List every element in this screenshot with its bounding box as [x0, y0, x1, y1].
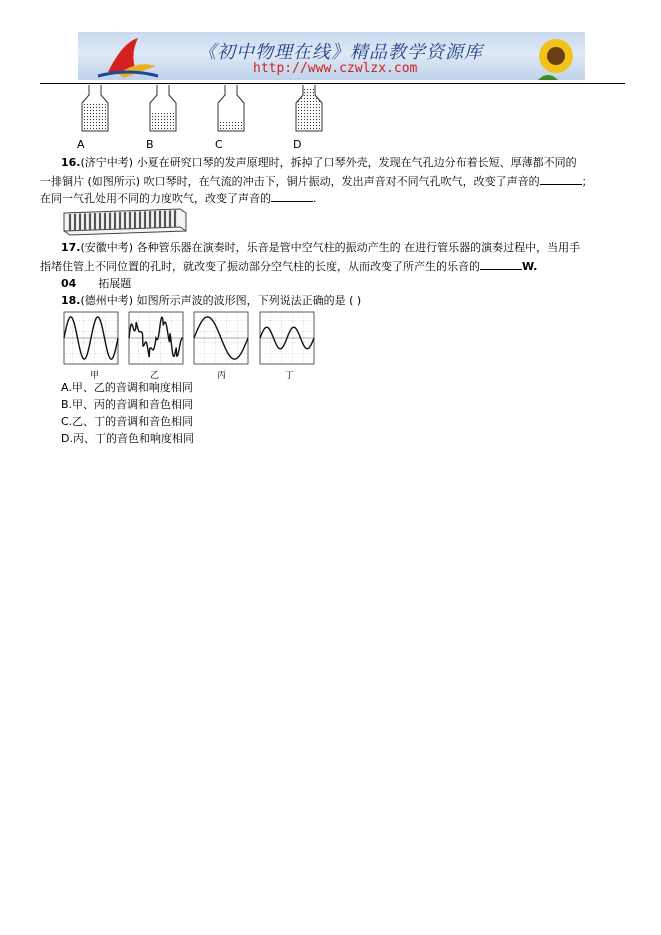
sunflower-icon: [538, 39, 573, 80]
header-banner: [78, 32, 585, 80]
wave-bing: [194, 312, 248, 364]
q16-line3: [40, 191, 317, 206]
q17-text-2: 指堵住管上不同位置的孔时，就改变了振动部分空气柱的长度，从而改变了所产生的乐音的: [40, 260, 480, 273]
banner-url: http://www.czwlzx.com: [253, 61, 418, 76]
q16-text-2: 一排铜片 (如图所示) 吹口琴时，在气流的冲击下，铜片振动，发出声音对不同气孔吹气，改变了声音的: [40, 175, 540, 188]
q16-blank-1: [540, 174, 582, 185]
bottle-b: [150, 85, 176, 131]
q16-text-3-end: .: [313, 192, 317, 205]
q17-blank: [480, 259, 522, 270]
option-b: B.甲、丙的音调和音色相同: [61, 398, 194, 411]
header-rule: [40, 83, 625, 84]
q17-line1: [61, 241, 580, 255]
q16-line2: [40, 174, 593, 189]
q16-blank-2: [271, 191, 313, 202]
bottle-label-a: A: [77, 138, 85, 151]
wave-label-yi: 乙: [150, 371, 160, 381]
bottle-a: [82, 85, 108, 131]
section-number: 04: [61, 277, 77, 290]
bottle-c: [218, 85, 244, 131]
waveforms-figure: [62, 310, 322, 378]
banner-title: 《初中物理在线》精品教学资源库: [198, 42, 483, 63]
q16-text-1: (济宁中考) 小夏在研究口琴的发声原理时，拆掉了口琴外壳，发现在气孔边分布着长短、厚薄都不同的: [80, 156, 577, 169]
q16-text-2-end: ；: [581, 175, 593, 188]
q16-line1: [61, 156, 577, 170]
bottle-label-c: C: [215, 138, 223, 151]
bottles-figure: [70, 85, 350, 135]
option-d: D.丙、丁的音色和响度相同: [61, 432, 194, 445]
wave-label-jia: 甲: [90, 371, 100, 381]
section-title: 拓展题: [98, 277, 132, 290]
bottle-label-b: B: [146, 138, 154, 151]
option-a: A.甲、乙的音调和响度相同: [61, 381, 193, 394]
q17-text-2-end: W.: [522, 260, 538, 273]
harmonica-reeds-figure: [62, 207, 188, 237]
q16-number: 16.: [61, 156, 81, 169]
bottle-label-d: D: [293, 138, 302, 151]
bottle-d: [296, 85, 322, 131]
q18-line: [61, 294, 361, 308]
q17-number: 17.: [61, 241, 81, 254]
option-c: C.乙、丁的音调和音色相同: [61, 415, 194, 428]
wave-label-ding: 丁: [285, 371, 295, 381]
wave-ding: [260, 312, 314, 364]
wave-jia: [64, 312, 118, 364]
q16-text-3: 在同一气孔处用不同的力度吹气，改变了声音的: [40, 192, 271, 205]
q17-text-1: (安徽中考) 各种管乐器在演奏时，乐音是管中空气柱的振动产生的 在进行管乐器的演奏过程中，当用手: [80, 241, 581, 254]
wave-label-bing: 丙: [217, 371, 227, 381]
q18-number: 18.: [61, 294, 81, 307]
q17-line2: [40, 259, 537, 274]
q18-text: (德州中考) 如图所示声波的波形图，下列说法正确的是 ( ): [80, 294, 362, 307]
wave-yi: [129, 312, 183, 364]
section-heading: [61, 277, 131, 291]
